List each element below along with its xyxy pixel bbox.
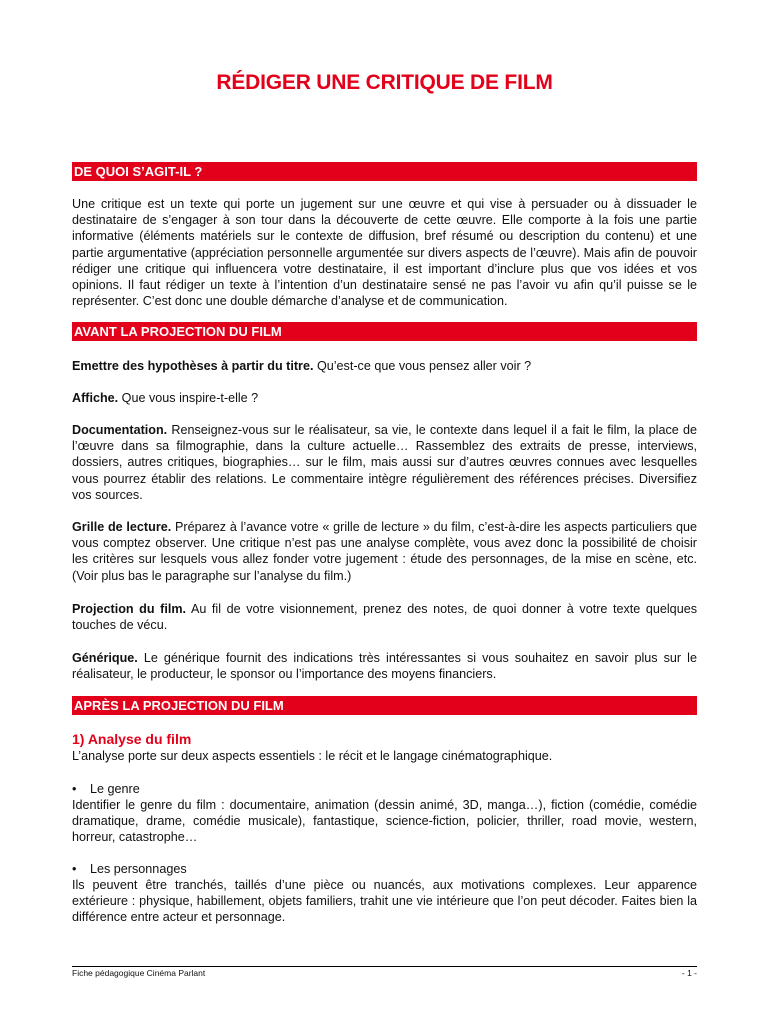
paragraph-hypotheses-text: Qu’est-ce que vous pensez aller voir ? [313,359,532,373]
paragraph-generique-text: Le générique fournit des indications très intéressantes si vous souhaitez en savoir plus sur le réalisateur, le producteur, le sponsor ou l’importance des moyens financiers. [72,651,697,682]
page-number: - 1 - [681,968,697,978]
subheading-analyse: 1) Analyse du film [72,731,192,747]
paragraph-grille-lead: Grille de lecture. [72,520,172,534]
paragraph-projection [72,601,697,633]
paragraph-affiche [72,390,697,406]
footer-source: Fiche pédagogique Cinéma Parlant [72,968,206,978]
paragraph-grille [72,519,697,584]
paragraph-documentation [72,422,697,503]
paragraph-genre: Identifier le genre du film : documentaire, animation (dessin animé, 3D, manga…), fiction (comédie, comédie dramatique, drame, comédie musicale), fantastique, science-fiction, policier, thriller, road movie, western, horreur, catastrophe… [72,798,697,845]
section-heading-apres: APRÈS LA PROJECTION DU FILM [72,696,697,715]
paragraph-documentation-text: Renseignez-vous sur le réalisateur, sa vie, le contexte dans lequel il a fait le film, la place de l’œuvre dans sa filmographie, dans la culture actuelle… Rassemblez des extraits de presse, interviews, dossiers, autres critiques, biographies… sur le film, mais aussi sur d’autres œuvres connues avec lesquelles vous pourrez établir des relations. Le commentaire intègre régulièrement des références précises. Diversifiez vos sources. [72,423,697,502]
section-intro-paragraph: Une critique est un texte qui porte un jugement sur une œuvre et qui vise à persuader ou à dissuader le destinataire de s’engager à son tour dans la découverte de cette œuvre. Elle comporte à la fois une partie informative (éléments matériels sur le contexte de diffusion, bref résumé ou description du contenu) et une partie argumentative (appréciation personnelle argumentée sur divers aspects de l’œuvre). Mais afin de pouvoir rédiger une critique qui influencera votre destinataire, il est important d’inclure plus que vos idées et vos opinions. Il faut rédiger un texte à l’intention d’un destinataire sensé ne pas l’avoir vu afin qu’il puisse se le représenter. C’est donc une double démarche d’analyse et de communication. [72,197,697,309]
paragraph-projection-text: Au fil de votre visionnement, prenez des notes, de quoi donner à votre texte quelques touches de vécu. [72,602,697,633]
section-heading-avant: AVANT LA PROJECTION DU FILM [72,322,697,341]
paragraph-analyse-intro: L’analyse porte sur deux aspects essentiels : le récit et le langage cinématographique. [72,749,553,763]
bullet-genre-label: Le genre [90,782,140,796]
bullet-dot-icon: • [72,782,77,796]
footer-divider [72,966,697,967]
paragraph-documentation-lead: Documentation. [72,423,168,437]
paragraph-personnages: Ils peuvent être tranchés, taillés d’une pièce ou nuancés, aux motivations complexes. Leur apparence extérieure : physique, habillement, objets familiers, trahit une vie intérieure que l’on peut décoder. Faites bien la différence entre acteur et personnage. [72,878,697,925]
document-title: RÉDIGER UNE CRITIQUE DE FILM [216,71,553,94]
paragraph-generique [72,650,697,682]
paragraph-affiche-text: Que vous inspire-t-elle ? [118,391,259,405]
bullet-genre [72,781,140,797]
paragraph-hypotheses-lead: Emettre des hypothèses à partir du titre. [72,359,314,373]
paragraph-projection-lead: Projection du film. [72,602,187,616]
paragraph-generique-lead: Générique. [72,651,138,665]
bullet-dot-icon: • [72,862,77,876]
paragraph-affiche-lead: Affiche. [72,391,119,405]
paragraph-grille-text: Préparez à l’avance votre « grille de lecture » du film, c’est-à-dire les aspects particuliers que vous comptez observer. Une critique n’est pas une analyse complète, vous avez donc la possibilité de choisir les critères sur lesquels vous allez fonder votre jugement : étude des personnages, de la mise en scène, etc. (Voir plus bas le paragraphe sur l’analyse du film.) [72,520,697,583]
bullet-personnages [72,861,187,877]
section-heading-de-quoi: DE QUOI S’AGIT-IL ? [72,162,697,181]
bullet-personnages-label: Les personnages [90,862,187,876]
paragraph-hypotheses [72,358,697,374]
